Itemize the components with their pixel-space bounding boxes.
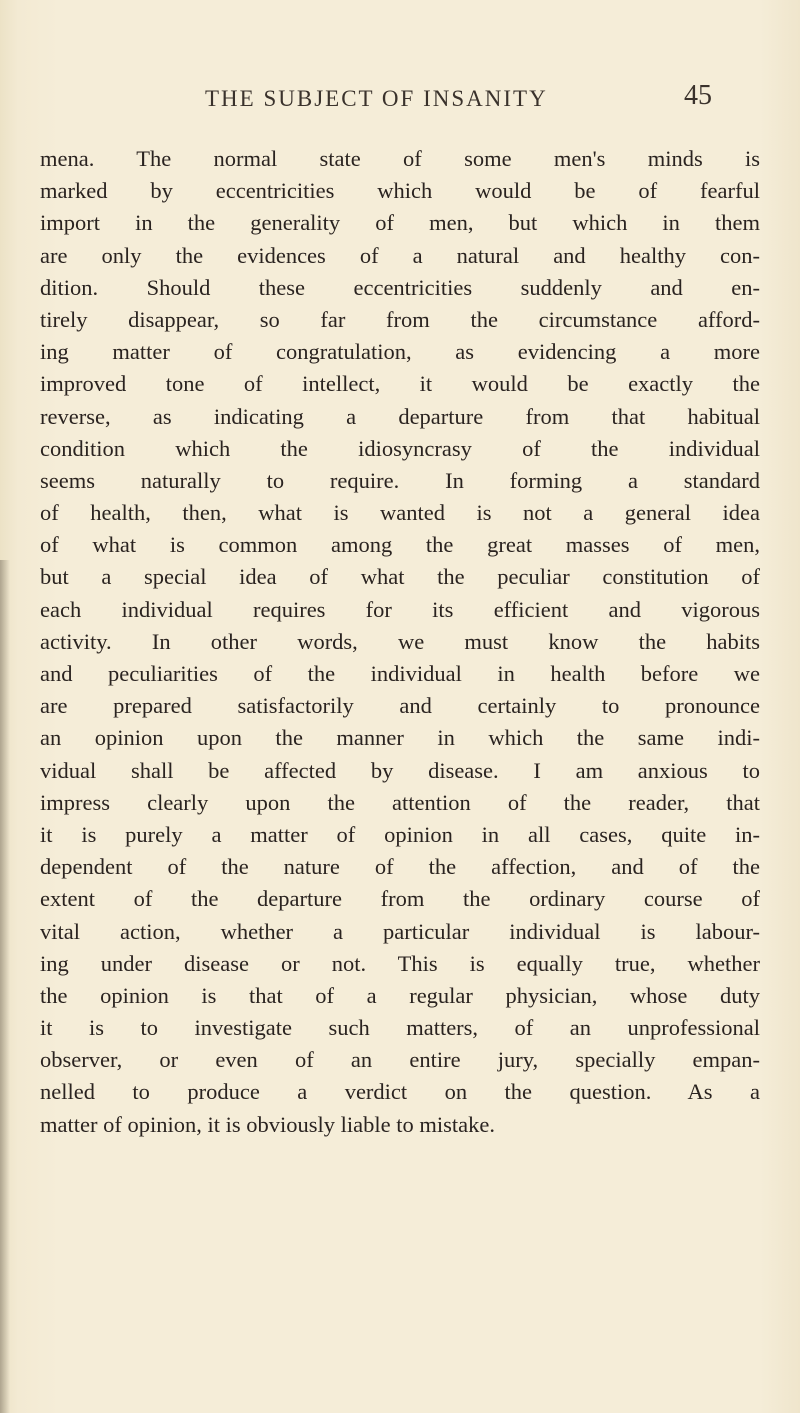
text-line: dition. Should these eccentricities suddenly and en- <box>40 274 760 300</box>
text-line: vital action, whether a particular individual is labour- <box>40 918 760 944</box>
text-line: improved tone of intellect, it would be exactly the <box>40 371 760 397</box>
text-line: ing under disease or not. This is equally true, whether <box>40 950 760 976</box>
text-line: ing matter of congratulation, as evidencing a more <box>40 339 760 365</box>
text-line: marked by eccentricities which would be of fearful <box>40 178 760 204</box>
text-line: condition which the idiosyncrasy of the individual <box>40 435 760 461</box>
text-line: matter of opinion, it is obviously liable to mistake. <box>40 1111 495 1137</box>
body-paragraph <box>40 143 760 1141</box>
text-line: extent of the departure from the ordinary course of <box>40 886 760 912</box>
text-line: observer, or even of an entire jury, specially empan- <box>40 1047 760 1073</box>
text-line: impress clearly upon the attention of the reader, that <box>40 789 760 815</box>
text-line: tirely disappear, so far from the circumstance afford- <box>40 306 760 332</box>
text-line: mena. The normal state of some men's minds is <box>40 146 760 171</box>
text-line: import in the generality of men, but which in them <box>40 210 760 236</box>
text-line: each individual requires for its efficient and vigorous <box>40 596 760 622</box>
text-line: and peculiarities of the individual in health before we <box>40 661 760 686</box>
page-edge-shadow <box>0 560 10 1413</box>
running-head <box>0 80 800 126</box>
text-line: an opinion upon the manner in which the same indi- <box>40 725 760 751</box>
text-line: reverse, as indicating a departure from that habitual <box>40 403 760 429</box>
text-line: of what is common among the great masses of men, <box>40 532 760 558</box>
text-line: it is to investigate such matters, of an unprofessional <box>40 1015 760 1041</box>
text-line: dependent of the nature of the affection, and of the <box>40 854 760 880</box>
text-line: seems naturally to require. In forming a standard <box>40 467 760 493</box>
text-line: the opinion is that of a regular physician, whose duty <box>40 982 760 1008</box>
page-number: 45 <box>684 80 712 111</box>
text-line: are prepared satisfactorily and certainly to pronounce <box>40 693 760 719</box>
text-line: nelled to produce a verdict on the question. As a <box>40 1079 760 1105</box>
text-line: but a special idea of what the peculiar constitution of <box>40 564 760 590</box>
text-line: are only the evidences of a natural and healthy con- <box>40 242 760 268</box>
text-line: of health, then, what is wanted is not a general idea <box>40 500 760 526</box>
text-line: activity. In other words, we must know the habits <box>40 628 760 654</box>
text-line: it is purely a matter of opinion in all cases, quite in- <box>40 821 760 847</box>
running-title: THE SUBJECT OF INSANITY <box>205 86 548 111</box>
text-line: vidual shall be affected by disease. I am anxious to <box>40 757 760 783</box>
